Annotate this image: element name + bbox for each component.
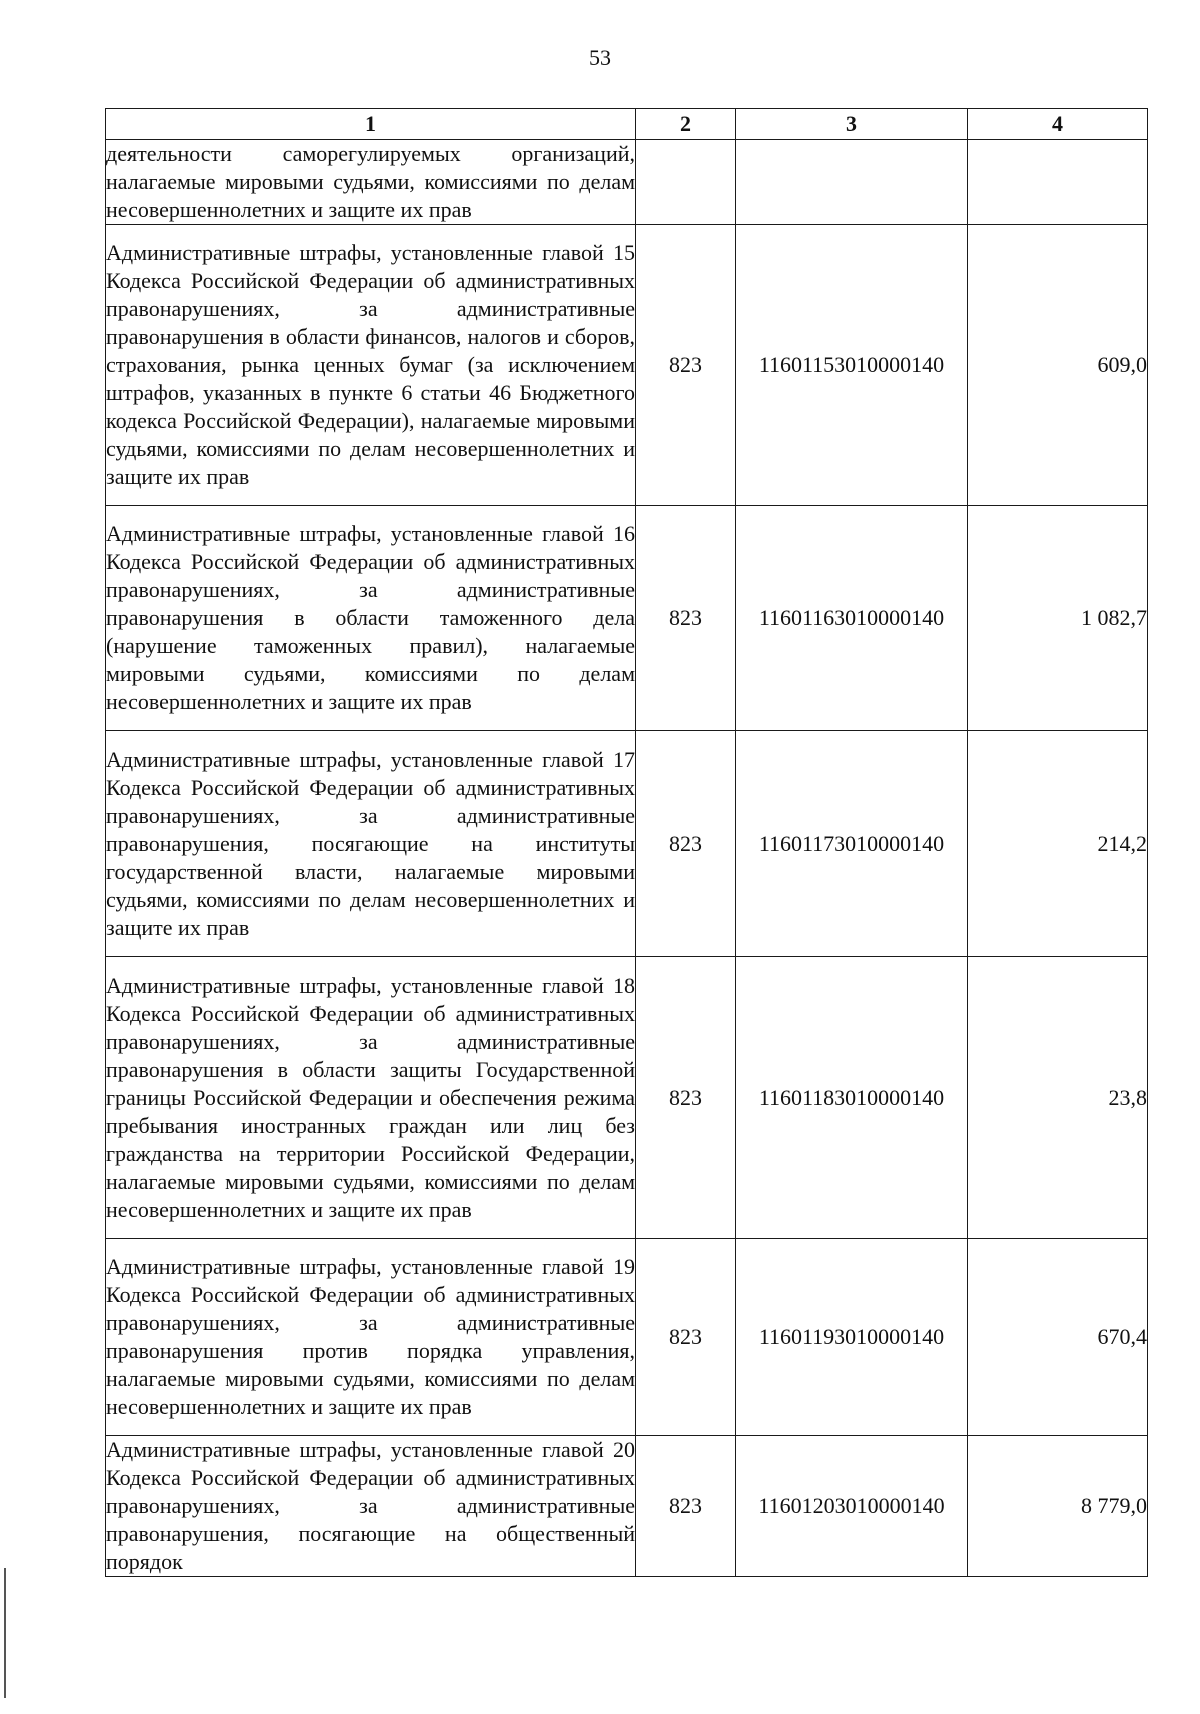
row-amount: 670,4 — [968, 1239, 1148, 1436]
row-description: Административные штрафы, установленные главой 15 Кодекса Российской Федерации об административных правонарушениях, за административные правонарушения в области финансов, налогов и сборов, страхования, рынка ценных бумаг (за исключением штрафов, указанных в пункте 6 статьи 46 Бюджетного кодекса Российской Федерации), налагаемые мировыми судьями, комиссиями по делам несовершеннолетних и защите их прав — [106, 225, 636, 506]
row-description: Административные штрафы, установленные главой 18 Кодекса Российской Федерации об административных правонарушениях, за административные правонарушения в области защиты Государственной границы Российской Федерации и обеспечения режима пребывания иностранных граждан или лиц без гражданства на территории Российской Федерации, налагаемые мировыми судьями, комиссиями по делам несовершеннолетних и защите их прав — [106, 957, 636, 1239]
row-description: Административные штрафы, установленные главой 17 Кодекса Российской Федерации об административных правонарушениях, за административные правонарушения, посягающие на институты государственной власти, налагаемые мировыми судьями, комиссиями по делам несовершеннолетних и защите их прав — [106, 731, 636, 957]
row-budget-code: 11601153010000140 — [736, 225, 968, 506]
row-admin-code: 823 — [636, 1239, 736, 1436]
table-row — [106, 731, 1148, 957]
column-header-3: 3 — [736, 109, 968, 140]
scan-margin-mark — [4, 1568, 6, 1698]
column-header-1: 1 — [106, 109, 636, 140]
row-admin-code: 823 — [636, 731, 736, 957]
column-header-4: 4 — [968, 109, 1148, 140]
table-row — [106, 957, 1148, 1239]
row-admin-code: 823 — [636, 506, 736, 731]
row-amount: 609,0 — [968, 225, 1148, 506]
row-amount: 1 082,7 — [968, 506, 1148, 731]
table-row — [106, 506, 1148, 731]
row-budget-code: 11601203010000140 — [736, 1436, 968, 1577]
row-budget-code: 11601173010000140 — [736, 731, 968, 957]
column-header-2: 2 — [636, 109, 736, 140]
row-budget-code — [736, 140, 968, 225]
row-description: Административные штрафы, установленные главой 20 Кодекса Российской Федерации об административных правонарушениях, за административные правонарушения, посягающие на общественный порядок — [106, 1436, 636, 1577]
table-row — [106, 225, 1148, 506]
row-budget-code: 11601163010000140 — [736, 506, 968, 731]
table-row — [106, 140, 1148, 225]
row-admin-code — [636, 140, 736, 225]
row-amount: 214,2 — [968, 731, 1148, 957]
table-row — [106, 1436, 1148, 1577]
row-budget-code: 11601193010000140 — [736, 1239, 968, 1436]
row-amount: 8 779,0 — [968, 1436, 1148, 1577]
row-admin-code: 823 — [636, 225, 736, 506]
row-budget-code: 11601183010000140 — [736, 957, 968, 1239]
table-row — [106, 1239, 1148, 1436]
row-description: деятельности саморегулируемых организаций, налагаемые мировыми судьями, комиссиями по делам несовершеннолетних и защите их прав — [106, 140, 636, 225]
row-amount — [968, 140, 1148, 225]
row-admin-code: 823 — [636, 1436, 736, 1577]
page-number: 53 — [589, 45, 611, 70]
revenue-table — [105, 108, 1148, 1577]
row-admin-code: 823 — [636, 957, 736, 1239]
table-header-row — [106, 109, 1148, 140]
row-amount: 23,8 — [968, 957, 1148, 1239]
row-description: Административные штрафы, установленные главой 19 Кодекса Российской Федерации об административных правонарушениях, за административные правонарушения против порядка управления, налагаемые мировыми судьями, комиссиями по делам несовершеннолетних и защите их прав — [106, 1239, 636, 1436]
row-description: Административные штрафы, установленные главой 16 Кодекса Российской Федерации об административных правонарушениях, за административные правонарушения в области таможенного дела (нарушение таможенных правил), налагаемые мировыми судьями, комиссиями по делам несовершеннолетних и защите их прав — [106, 506, 636, 731]
